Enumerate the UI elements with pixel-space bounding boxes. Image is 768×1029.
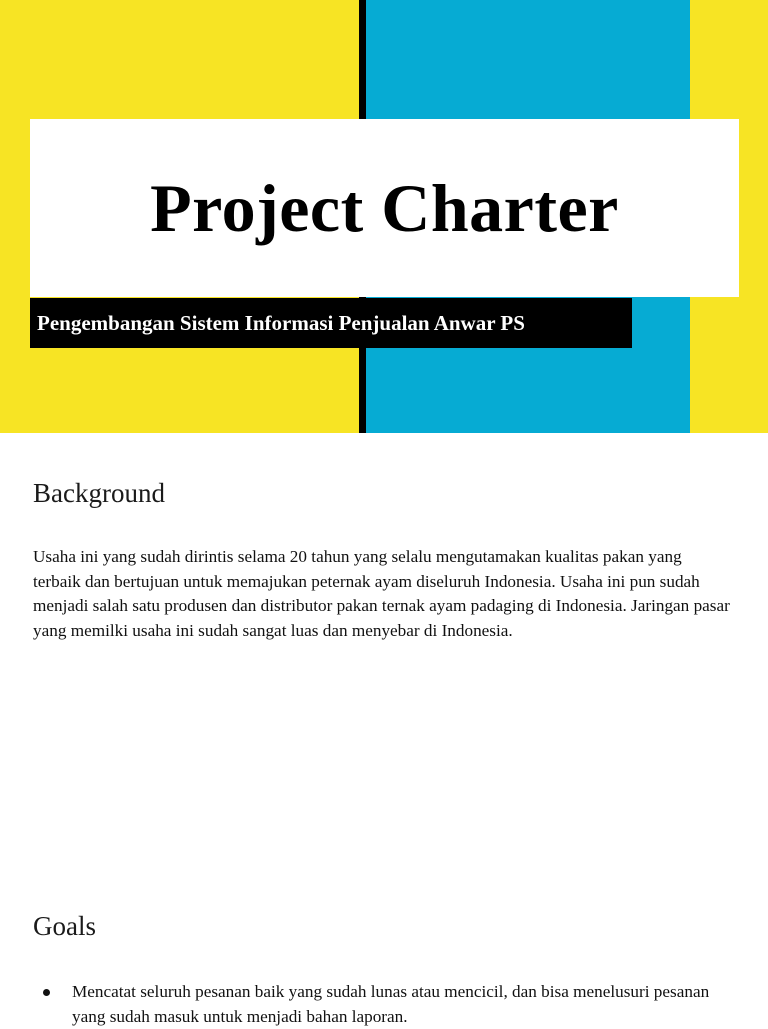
page-subtitle: Pengembangan Sistem Informasi Penjualan Anwar PS	[37, 310, 525, 335]
header-banner	[0, 0, 768, 433]
goals-list	[33, 980, 733, 1029]
goals-heading: Goals	[33, 911, 96, 941]
list-item	[33, 980, 733, 1029]
background-heading: Background	[33, 478, 165, 508]
goal-text: Mencatat seluruh pesanan baik yang sudah lunas atau mencicil, dan bisa menelusuri pesanan yang sudah masuk untuk menjadi bahan laporan.	[72, 982, 710, 1026]
background-paragraph: Usaha ini yang sudah dirintis selama 20 tahun yang selalu mengutamakan kualitas pakan yang terbaik dan bertujuan untuk memajukan peternak ayam diseluruh Indonesia. Usaha ini pun sudah menjadi salah satu produsen dan distributor pakan ternak ayam padaging di Indonesia. Jaringan pasar yang memilki usaha ini sudah sangat luas dan menyebar di Indonesia.	[33, 547, 730, 640]
subtitle-bar	[30, 298, 632, 348]
page-title: Project Charter	[150, 169, 619, 246]
title-card	[30, 119, 739, 297]
bullet-icon	[43, 989, 50, 996]
